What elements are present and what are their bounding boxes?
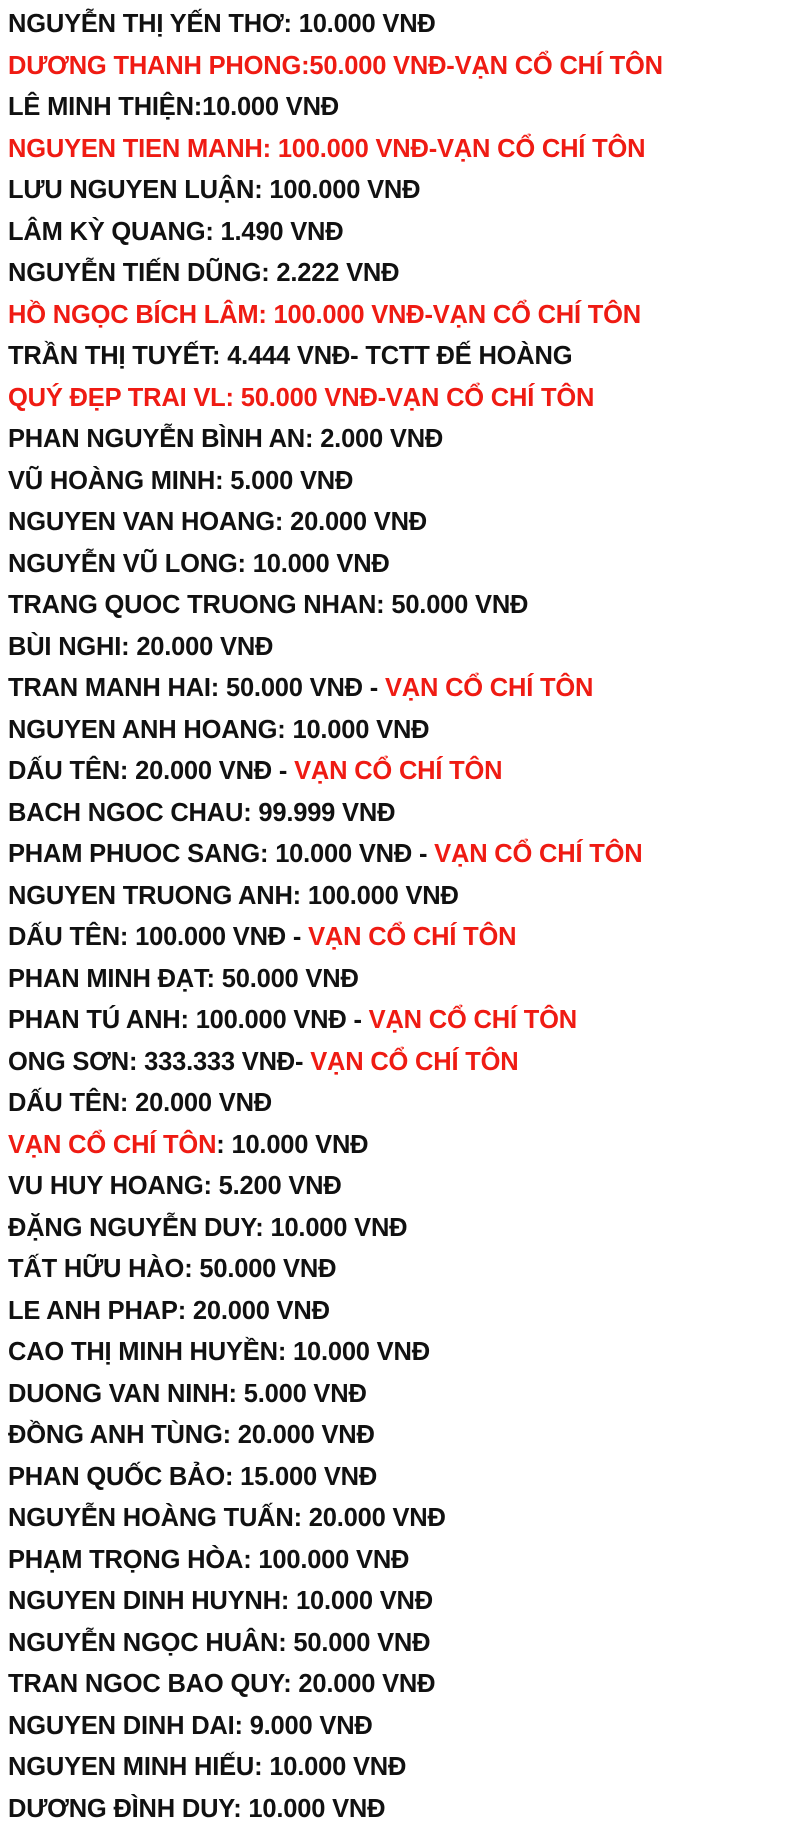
donor-line-text: LƯU NGUYEN LUẬN: 100.000 VNĐ	[8, 176, 420, 204]
donor-line	[8, 544, 792, 586]
donor-line	[8, 1291, 792, 1333]
donor-line-text: NGUYEN MINH HIẾU: 10.000 VNĐ	[8, 1753, 406, 1781]
donor-line	[8, 1042, 792, 1084]
donor-line	[8, 917, 792, 959]
donor-line	[8, 876, 792, 918]
donor-line-text: PHAN TÚ ANH: 100.000 VNĐ -	[8, 1006, 369, 1034]
donor-line-highlight: VẠN CỔ CHÍ TÔN	[385, 674, 593, 702]
donor-line-text: NGUYỄN TIẾN DŨNG: 2.222 VNĐ	[8, 259, 399, 287]
donor-line-text: TRANG QUOC TRUONG NHAN: 50.000 VNĐ	[8, 591, 528, 619]
donor-line-text: VU HUY HOANG: 5.200 VNĐ	[8, 1172, 342, 1200]
donor-line	[8, 1789, 792, 1830]
donor-line-text: TRAN MANH HAI: 50.000 VNĐ -	[8, 674, 385, 702]
donor-line	[8, 170, 792, 212]
donor-line-text: DẤU TÊN: 20.000 VNĐ -	[8, 757, 294, 785]
donor-line	[8, 87, 792, 129]
donor-line	[8, 1664, 792, 1706]
donor-line-text: BACH NGOC CHAU: 99.999 VNĐ	[8, 799, 395, 827]
donor-line-text: NGUYEN TRUONG ANH: 100.000 VNĐ	[8, 882, 459, 910]
donor-line-text: PHAN MINH ĐẠT: 50.000 VNĐ	[8, 965, 359, 993]
donor-line-text: VŨ HOÀNG MINH: 5.000 VNĐ	[8, 467, 353, 495]
donor-line	[8, 253, 792, 295]
donor-line	[8, 502, 792, 544]
donor-line-text: NGUYỄN NGỌC HUÂN: 50.000 VNĐ	[8, 1629, 430, 1657]
donor-line	[8, 1747, 792, 1789]
donor-line-text: BÙI NGHI: 20.000 VNĐ	[8, 633, 273, 661]
donor-line-highlight: VẠN CỔ CHÍ TÔN	[310, 1048, 518, 1076]
donor-line	[8, 834, 792, 876]
donor-line	[8, 1374, 792, 1416]
donor-line	[8, 1415, 792, 1457]
donor-line-highlight: VẠN CỔ CHÍ TÔN	[434, 840, 642, 868]
donor-line-text: NGUYEN ANH HOANG: 10.000 VNĐ	[8, 716, 429, 744]
donor-line-text: DẤU TÊN: 20.000 VNĐ	[8, 1089, 272, 1117]
donor-line	[8, 1125, 792, 1167]
donor-line	[8, 46, 792, 88]
donor-line-text: CAO THỊ MINH HUYỀN: 10.000 VNĐ	[8, 1338, 430, 1366]
donor-line-highlight: QUÝ ĐẸP TRAI VL: 50.000 VNĐ-VẠN CỔ CHÍ TÔN	[8, 384, 594, 412]
donor-line-text: DƯƠNG ĐÌNH DUY: 10.000 VNĐ	[8, 1795, 385, 1823]
donor-line-text: TRẦN THỊ TUYẾT: 4.444 VNĐ- TCTT ĐẾ HOÀNG	[8, 342, 572, 370]
donor-line	[8, 1581, 792, 1623]
donor-line-highlight: VẠN CỔ CHÍ TÔN	[308, 923, 516, 951]
donor-line	[8, 212, 792, 254]
donor-line-highlight: VẠN CỔ CHÍ TÔN	[369, 1006, 577, 1034]
donor-line-text: NGUYEN DINH HUYNH: 10.000 VNĐ	[8, 1587, 433, 1615]
donor-line	[8, 668, 792, 710]
donor-line	[8, 1457, 792, 1499]
donor-line-text: TRAN NGOC BAO QUY: 20.000 VNĐ	[8, 1670, 435, 1698]
donor-line-text: NGUYEN DINH DAI: 9.000 VNĐ	[8, 1712, 373, 1740]
donor-line-text: ONG SƠN: 333.333 VNĐ-	[8, 1048, 310, 1076]
donor-line-highlight: HỒ NGỌC BÍCH LÂM: 100.000 VNĐ-VẠN CỔ CHÍ TÔN	[8, 301, 641, 329]
donor-line	[8, 378, 792, 420]
donor-line-text: NGUYEN VAN HOANG: 20.000 VNĐ	[8, 508, 427, 536]
donor-line-text: ĐỒNG ANH TÙNG: 20.000 VNĐ	[8, 1421, 375, 1449]
donor-line	[8, 295, 792, 337]
donor-line	[8, 627, 792, 669]
donor-line-text: PHAN NGUYỄN BÌNH AN: 2.000 VNĐ	[8, 425, 443, 453]
donor-line	[8, 1332, 792, 1374]
donor-line-highlight: DƯƠNG THANH PHONG:50.000 VNĐ-VẠN CỔ CHÍ TÔN	[8, 52, 663, 80]
donor-line	[8, 793, 792, 835]
donor-line	[8, 1498, 792, 1540]
donor-line-text: PHAN QUỐC BẢO: 15.000 VNĐ	[8, 1463, 377, 1491]
donor-line	[8, 1208, 792, 1250]
donor-line	[8, 461, 792, 503]
donor-line-text: PHAM PHUOC SANG: 10.000 VNĐ -	[8, 840, 434, 868]
donor-line-highlight: NGUYEN TIEN MANH: 100.000 VNĐ-VẠN CỔ CHÍ TÔN	[8, 135, 645, 163]
donor-line-text: ĐẶNG NGUYỄN DUY: 10.000 VNĐ	[8, 1214, 407, 1242]
donor-line	[8, 1166, 792, 1208]
donor-line	[8, 1540, 792, 1582]
donor-line-text: LÂM KỲ QUANG: 1.490 VNĐ	[8, 218, 343, 246]
donor-line-text: : 10.000 VNĐ	[216, 1131, 368, 1159]
donor-line	[8, 129, 792, 171]
donor-line-text: TẤT HỮU HÀO: 50.000 VNĐ	[8, 1255, 336, 1283]
donor-line	[8, 419, 792, 461]
donor-line	[8, 1249, 792, 1291]
donor-line-text: DUONG VAN NINH: 5.000 VNĐ	[8, 1380, 367, 1408]
donor-line-text: LE ANH PHAP: 20.000 VNĐ	[8, 1297, 330, 1325]
donor-line	[8, 959, 792, 1001]
donor-line	[8, 751, 792, 793]
donor-line-text: NGUYỄN HOÀNG TUẤN: 20.000 VNĐ	[8, 1504, 446, 1532]
donor-line-text: LÊ MINH THIỆN:10.000 VNĐ	[8, 93, 339, 121]
donor-line	[8, 1706, 792, 1748]
donor-line	[8, 1623, 792, 1665]
donor-line	[8, 585, 792, 627]
donor-line	[8, 1083, 792, 1125]
donor-line	[8, 336, 792, 378]
donor-line-text: PHẠM TRỌNG HÒA: 100.000 VNĐ	[8, 1546, 409, 1574]
donor-line-highlight: VẠN CỔ CHÍ TÔN	[8, 1131, 216, 1159]
donor-line-highlight: VẠN CỔ CHÍ TÔN	[294, 757, 502, 785]
donor-line	[8, 1000, 792, 1042]
donor-line-text: NGUYỄN THỊ YẾN THƠ: 10.000 VNĐ	[8, 10, 436, 38]
donor-line-text: NGUYỄN VŨ LONG: 10.000 VNĐ	[8, 550, 390, 578]
donor-line-text: DẤU TÊN: 100.000 VNĐ -	[8, 923, 308, 951]
donor-line	[8, 4, 792, 46]
donor-line	[8, 710, 792, 752]
